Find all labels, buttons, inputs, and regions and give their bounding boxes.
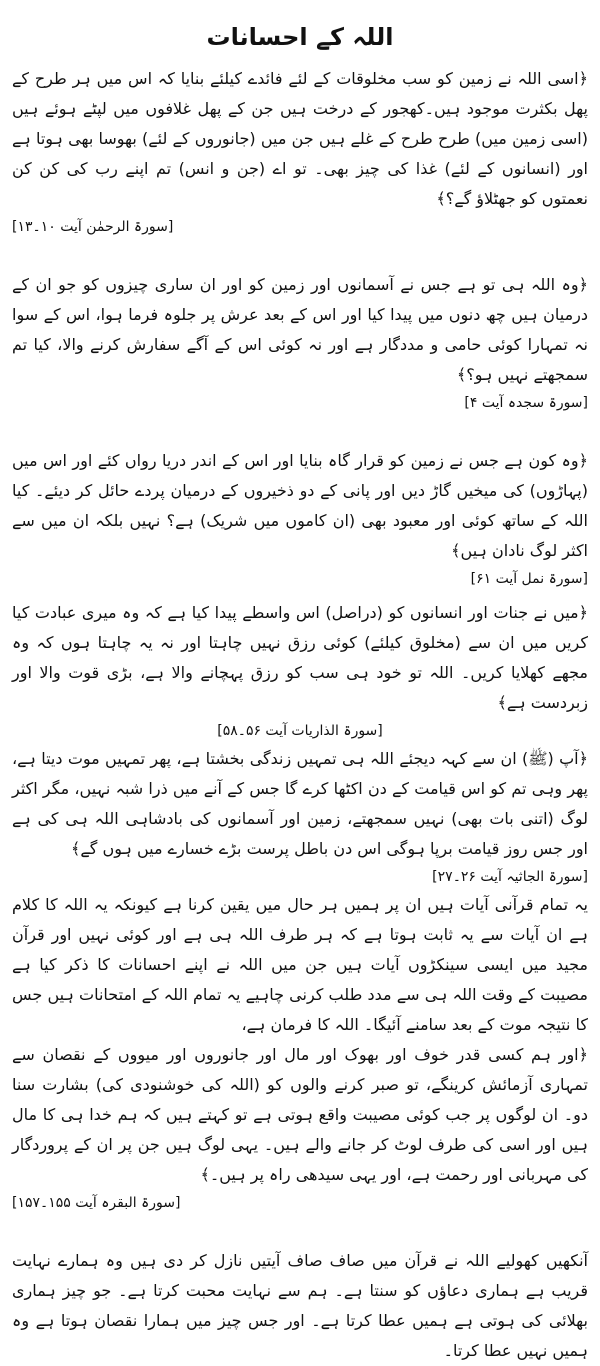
- page-title: اللہ کے احسانات: [206, 23, 394, 51]
- verse-block-baqarah: [12, 1040, 588, 1216]
- paragraph-text: آنکھیں کھولیے اللہ نے قرآن میں صاف صاف آیتیں نازل کر دی ہیں وہ ہمارے نہایت قریب ہے ہماری دعاؤں کو سنتا ہے۔ ہم سے نہایت محبت کرتا ہے۔ جو چیز ہماری بھلائی کی ہوتی ہے ہمیں عطا کرتا ہے۔ اور جس چیز میں ہمارا نقصان ہوتا ہے وہ ہمیں نہیں عطا کرتا۔: [12, 1251, 588, 1360]
- verse-reference: [سورۃ الرحمٰن آیت ۱۰۔۱۳]: [12, 219, 174, 235]
- verse-text: ﴿وہ اللہ ہی تو ہے جس نے آسمانوں اور زمین کو اور ان ساری چیزوں کو جو ان کے درمیان ہیں چھ دنوں میں پیدا کیا اور اس کے بعد عرش پر جلوہ فرما ہوا، اس کے سوا نہ تمہارا کوئی حامی و مددگار ہے اور نہ کوئی اس کے آگے سفارش کرنے والا، کیا تم سمجھتے نہیں ہو؟﴾: [12, 275, 588, 384]
- verse-block-dhariyat: [12, 598, 588, 744]
- verse-text: ﴿میں نے جنات اور انسانوں کو (دراصل) اس واسطے پیدا کیا ہے کہ وہ میری عبادت کیا کریں میں ان سے (مخلوق کیلئے) کوئی رزق نہیں چاہتا اور نہ یہ چاہتا ہوں کہ وہ مجھے کھلایا کریں۔ اللہ تو خود ہی سب کو رزق پہچانے والا ہے، بڑی قوت والا اور زبردست ہے﴾: [12, 603, 588, 712]
- paragraph-text: یہ تمام قرآنی آیات ہیں ان پر ہمیں ہر حال میں یقین کرنا ہے کیونکہ یہ اللہ کا کلام ہے ان آیات سے یہ ثابت ہوتا ہے کہ ہر طرف اللہ ہی ہے اور کوئی نہیں اور قرآن مجید میں ایسی سینکڑوں آیات ہیں جن میں اللہ نے اپنے احسانات کا ذکر کیا ہے مصیبت کے وقت اللہ ہی سے مدد طلب کرنی چاہیے یہ تمام اللہ کے امتحانات ہیں جس کا نتیجہ موت کے بعد سامنے آئیگا۔ اللہ کا فرمان ہے،: [12, 895, 588, 1034]
- verse-block-sajdah: [12, 270, 588, 416]
- closing-paragraph: [12, 1246, 588, 1366]
- verse-reference: [سورۃ سجدہ آیت ۴]: [464, 395, 588, 411]
- verse-reference: [سورۃ الجاثیہ آیت ۲۶۔۲۷]: [432, 869, 588, 885]
- verse-reference: [سورۃ البقرہ آیت ۱۵۵۔۱۵۷]: [12, 1195, 181, 1211]
- verse-text: ﴿اسی اللہ نے زمین کو سب مخلوقات کے لئے فائدے کیلئے بنایا کہ اس میں ہر طرح کے پھل بکثرت موجود ہیں۔کھجور کے درخت ہیں جن کے پھل غلافوں میں لپٹے ہوئے ہیں (اسی زمین میں) طرح طرح کے غلے ہیں جن میں (جانوروں کے لئے) بھوسا بھی ہوتا ہے اور (انسانوں کے لئے) غذا کی چیز بھی۔ تو اے (جن و انس) تم اپنے رب کی کن کن نعمتوں کو جھٹلاؤ گے؟﴾: [12, 69, 588, 208]
- verse-reference: [سورۃ الذاریات آیت ۵۶۔۵۸]: [217, 723, 383, 739]
- verse-block-jathiya: [12, 744, 588, 890]
- verse-block-rahman: [12, 64, 588, 240]
- commentary-paragraph: [12, 890, 588, 1040]
- verse-text: ﴿وہ کون ہے جس نے زمین کو قرار گاہ بنایا اور اس کے اندر دریا رواں کئے اور اس میں (پہاڑوں) کی میخیں گاڑ دیں اور پانی کے دو ذخیروں کے درمیان پردے حائل کر دیئے۔ کیا اللہ کے ساتھ کوئی اور معبود بھی (ان کاموں میں شریک) ہے؟ نہیں بلکہ ان میں سے اکثر لوگ نادان ہیں﴾: [12, 451, 588, 560]
- verse-text: ﴿اور ہم کسی قدر خوف اور بھوک اور مال اور جانوروں اور میووں کے نقصان سے تمہاری آزمائش کرینگے، تو صبر کرنے والوں کو (اللہ کی خوشنودی کی) بشارت سنا دو۔ ان لوگوں پر جب کوئی مصیبت واقع ہوتی ہے تو کہتے ہیں کہ ہم خدا ہی کا مال ہیں اور اسی کی طرف لوٹ کر جانے والے ہیں۔ یہی لوگ ہیں جن پر ان کے پروردگار کی مہربانی اور رحمت ہے، اور یہی سیدھی راہ پر ہیں۔﴾: [12, 1045, 588, 1184]
- verse-block-naml: [12, 446, 588, 592]
- verse-text: ﴿آپ (ﷺ) ان سے کہہ دیجئے اللہ ہی تمہیں زندگی بخشتا ہے، پھر تمہیں موت دیتا ہے، پھر وہی تم کو اس قیامت کے دن اکٹھا کرے گا جس کے آنے میں ذرا شبہ نہیں، مگر اکثر لوگ (اتنی بات بھی) نہیں سمجھتے، زمین اور آسمانوں کی بادشاہی اللہ ہی کی ہے اور جس روز قیامت برپا ہوگی اس دن باطل پرست بڑے خسارے میں ہوں گے﴾: [12, 749, 588, 858]
- verse-reference: [سورۃ نمل آیت ۶۱]: [470, 571, 588, 587]
